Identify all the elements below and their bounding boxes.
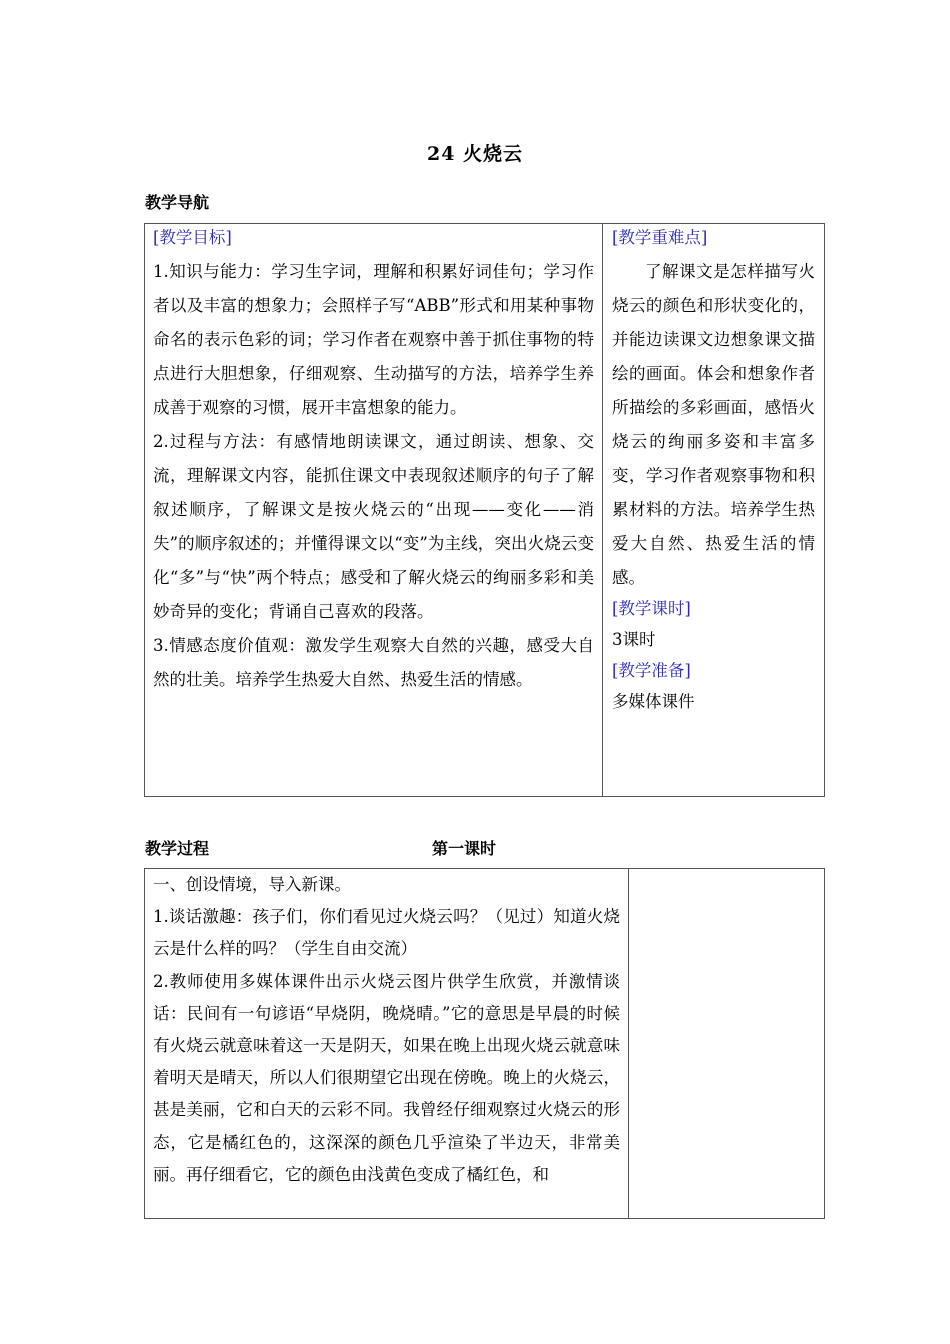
preparation-row: [612, 657, 815, 719]
hours-label: [教学课时]: [612, 599, 691, 618]
teaching-goals-cell: [153, 224, 594, 697]
key-points-cell: [612, 224, 815, 719]
process-paragraph: 一、创设情境，导入新课。: [153, 875, 351, 894]
process-content-cell: [153, 869, 620, 1191]
process-paragraph: 1.谈话激趣：孩子们，你们看见过火烧云吗？（见过）知道火烧云是什么样的吗？（学生自由交流）: [153, 907, 620, 959]
section-heading-process: 教学过程: [145, 839, 210, 858]
table-column-divider: [628, 868, 629, 1219]
prep-value: 多媒体课件: [612, 692, 695, 711]
section-heading-nav: 教学导航: [145, 193, 210, 212]
process-paragraph: 2.教师使用多媒体课件出示火烧云图片供学生欣赏，并激情谈话：民间有一句谚语“早烧阴，晚烧晴。”它的意思是早晨的时候有火烧云就意味着这一天是阴天，如果在晚上出现火烧云就意味着明天是晴天，所以人们很期望它出现在傍晚。晚上的火烧云，甚是美丽，它和白天的云彩不同。我曾经仔细观察过火烧云的形态，它是橘红色的，这深深的颜色几乎渲染了半边天，非常美丽。再仔细看它，它的颜色由浅黄色变成了橘红色，和: [153, 971, 620, 1184]
goal-item: 1.知识与能力：学习生字词，理解和积累好词佳句；学习作者以及丰富的想象力；会照样子写“ABB”形式和用某种事物命名的表示色彩的词；学习作者在观察中善于抓住事物的特点进行大胆想象，仔细观察、生动描写的方法，培养学生养成善于观察的习惯，展开丰富想象的能力。: [153, 262, 594, 417]
goals-label: [教学目标]: [153, 228, 232, 247]
keypoints-label: [教学重难点]: [612, 228, 708, 247]
goal-item: 2.过程与方法：有感情地朗读课文，通过朗读、想象、交流，理解课文内容，能抓住课文中表现叙述顺序的句子了解叙述顺序，了解课文是按火烧云的“出现——变化——消失”的顺序叙述的；并懂得课文以“变”为主线，突出火烧云变化“多”与“快”两个特点；感受和了解火烧云的绚丽多彩和美妙奇异的变化；背诵自己喜欢的段落。: [153, 432, 594, 621]
hours-value: 3课时: [612, 630, 656, 649]
keypoints-text: 了解课文是怎样描写火烧云的颜色和形状变化的，并能边读课文边想象课文描绘的画面。体会和想象作者所描绘的多彩画面，感悟火烧云的绚丽多姿和丰富多变，学习作者观察事物和积累材料的方法。培养学生热爱大自然、热爱生活的情感。: [612, 262, 815, 587]
table-column-divider: [602, 223, 603, 797]
goal-item: 3.情感态度价值观：激发学生观察大自然的兴趣，感受大自然的壮美。培养学生热爱大自然、热爱生活的情感。: [153, 636, 594, 689]
lesson-period-heading: 第一课时: [432, 839, 497, 858]
page-title: 24 火烧云: [426, 143, 524, 165]
class-hours-row: [612, 595, 815, 657]
prep-label: [教学准备]: [612, 661, 691, 680]
